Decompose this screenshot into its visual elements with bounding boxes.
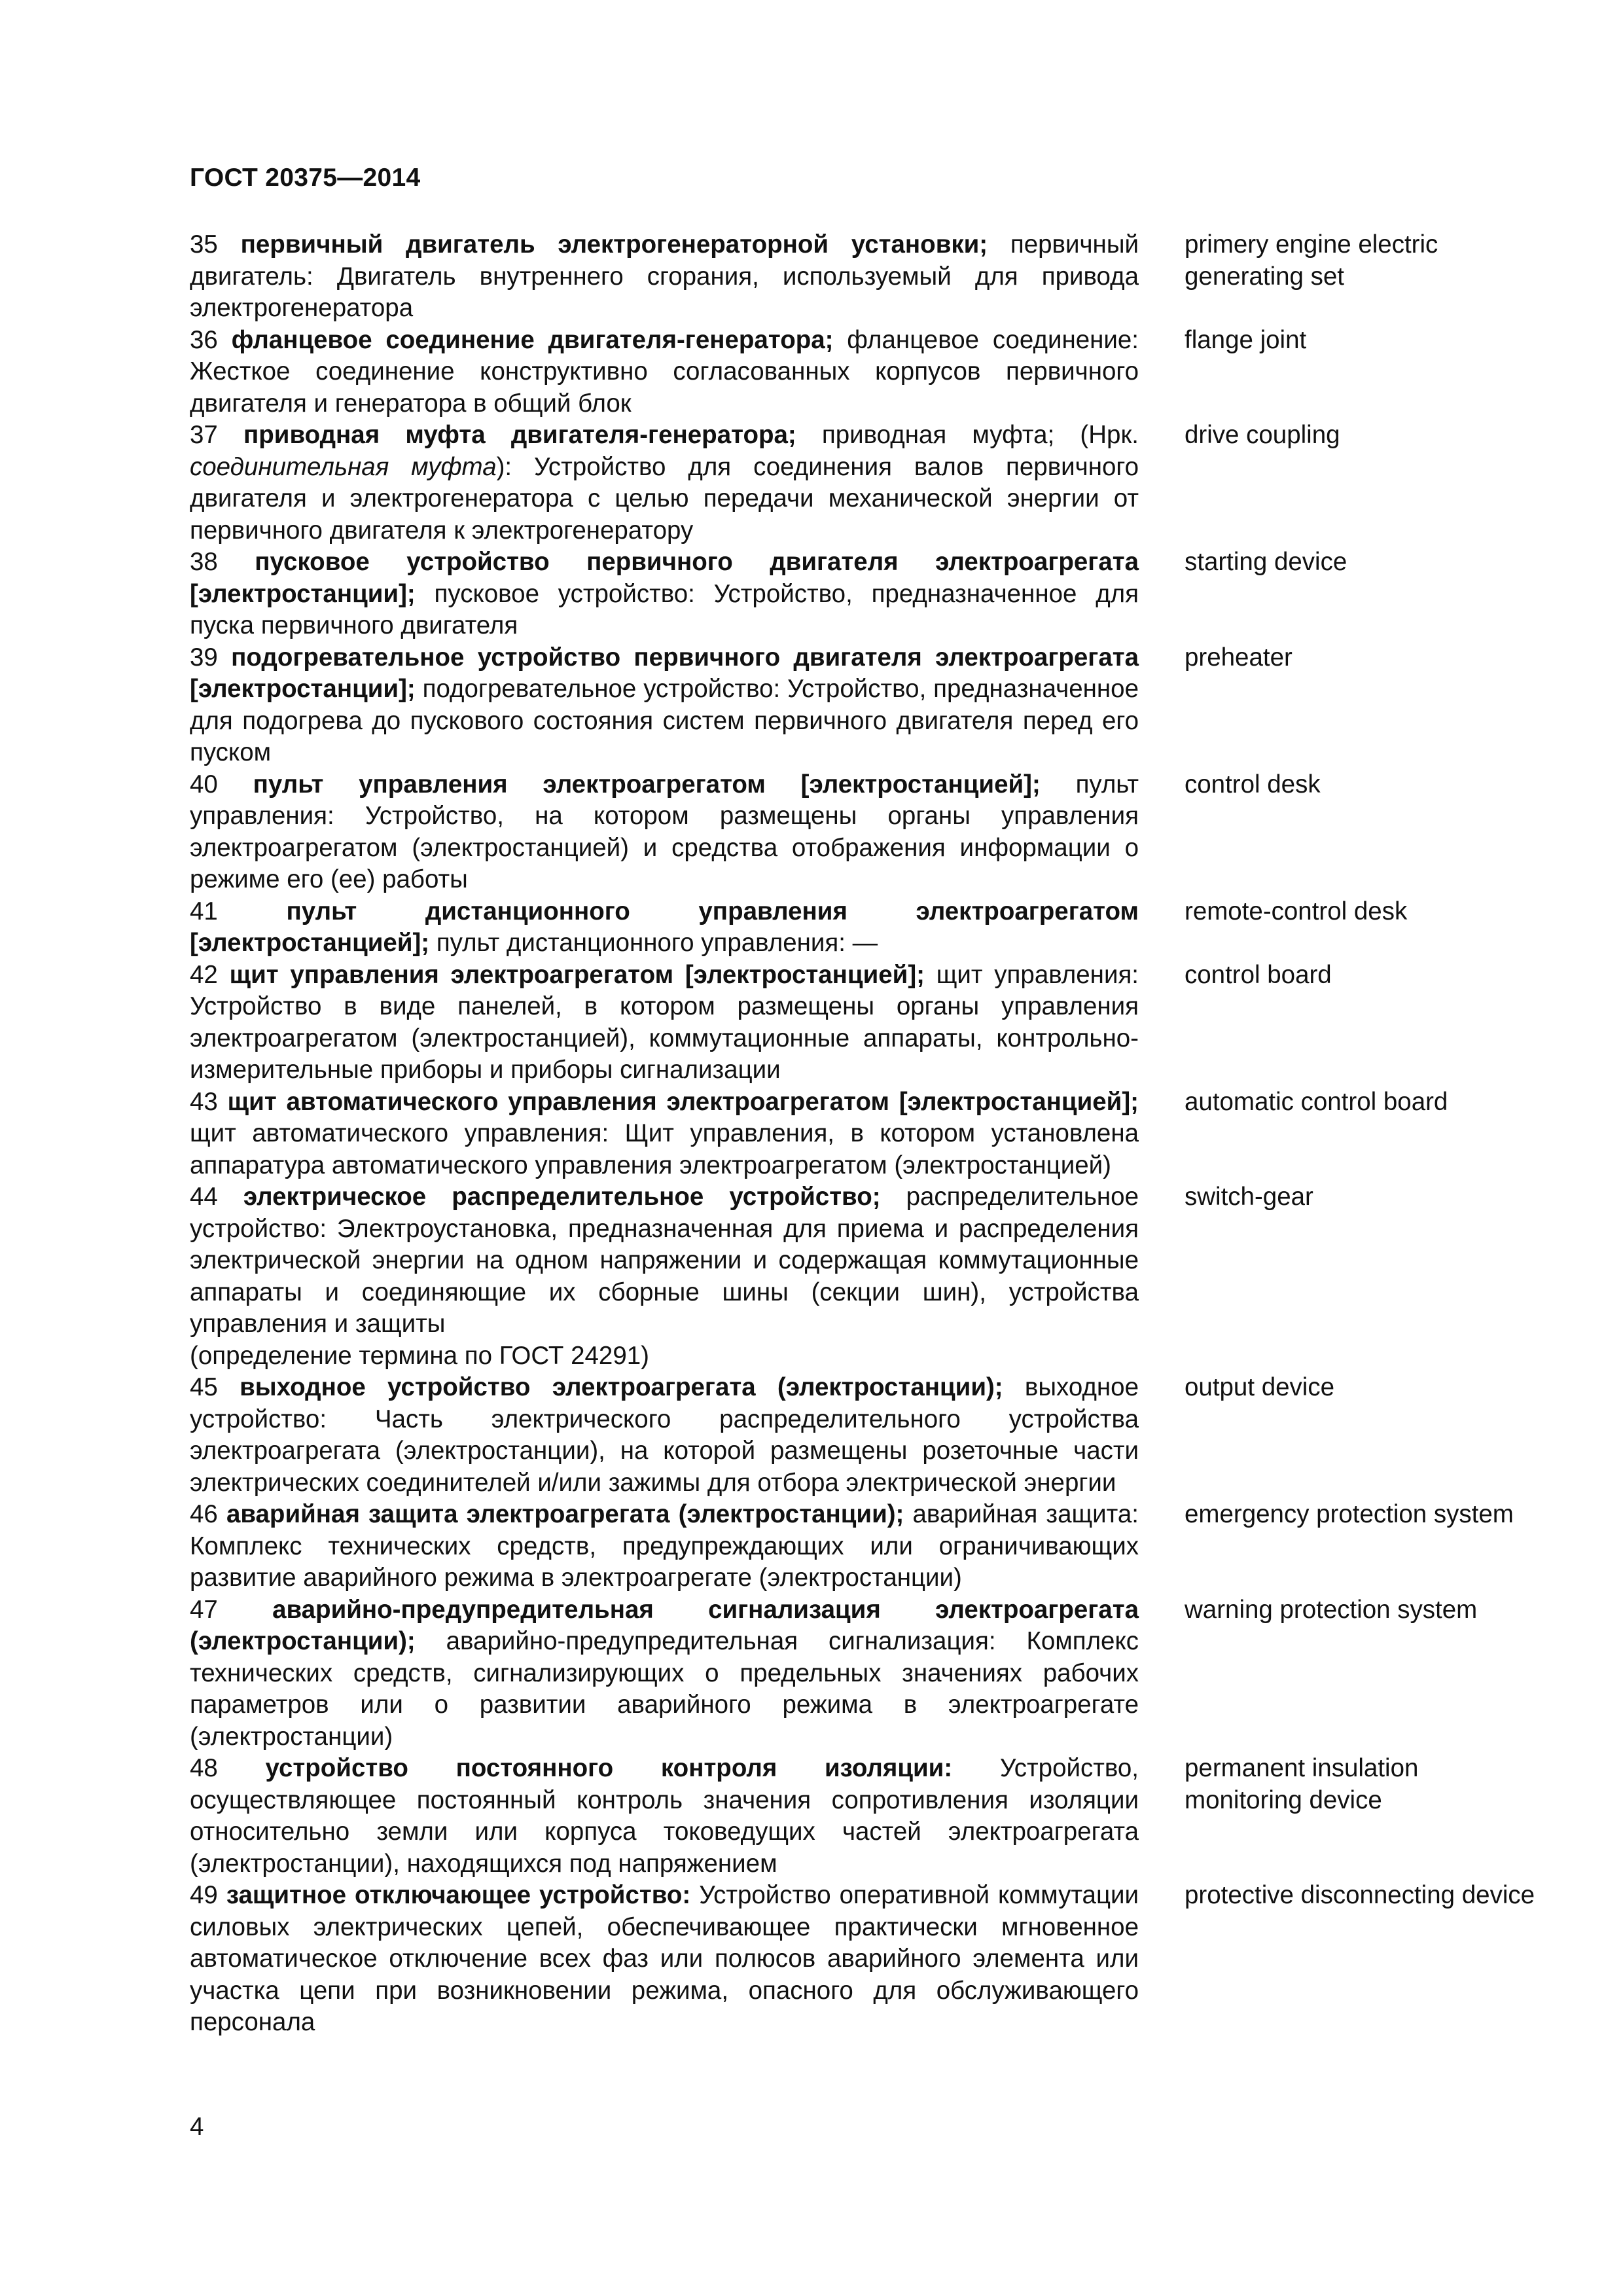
- terms-list: [190, 229, 1538, 2039]
- term-english-equivalent: protective disconnecting device: [1185, 1881, 1535, 1909]
- term-entry: [190, 325, 1538, 420]
- term-definition: [190, 547, 1139, 642]
- term-name: пульт дистанционного управления электроагрегатом [электростанцией];: [190, 897, 1139, 957]
- term-english-equivalent: switch-gear: [1185, 1183, 1313, 1211]
- term-text-part: приводная муфта; (Нрк.: [796, 421, 1139, 449]
- term-definition: [190, 229, 1139, 325]
- term-definition: [190, 896, 1139, 960]
- term-number: 43: [190, 1087, 218, 1116]
- term-entry: [190, 896, 1538, 960]
- term-text-part: Устройство оперативной коммутации силовых электрических цепей, обеспечивающее практически мгновенное автоматическое отключение всех фаз или полюсов аварийного элемента или участка цепи при возникновении режима, опасного для обслуживающего персонала: [190, 1881, 1139, 2036]
- term-entry: [190, 1181, 1538, 1372]
- term-definition: [190, 1181, 1139, 1372]
- term-definition: [190, 960, 1139, 1086]
- term-text-part: подогревательное устройство: Устройство, предназначенное для подогрева до пускового состояния систем первичного двигателя перед его пуском: [190, 675, 1139, 766]
- term-number: 45: [190, 1373, 218, 1401]
- term-text-part: пульт дистанционного управления: —: [429, 929, 878, 957]
- term-english-equivalent: preheater: [1185, 643, 1293, 672]
- term-english-equivalent: automatic control board: [1185, 1087, 1448, 1116]
- term-definition: [190, 1372, 1139, 1499]
- term-text-part: фланцевое соединение: Жесткое соединение конструктивно согласованных корпусов первичного двигателя и генератора в общий блок: [190, 325, 1139, 418]
- term-english-equivalent: remote-control desk: [1185, 897, 1408, 925]
- term-english-equivalent: emergency protection system: [1185, 1500, 1514, 1528]
- term-entry: [190, 229, 1538, 325]
- term-english-equivalent: permanent insulation monitoring device: [1185, 1754, 1419, 1814]
- term-definition: [190, 642, 1139, 769]
- term-entry: [190, 960, 1538, 1086]
- term-name: фланцевое соединение двигателя-генератора;: [231, 325, 834, 354]
- term-definition: [190, 769, 1139, 896]
- term-definition: [190, 1594, 1139, 1753]
- term-entry: [190, 420, 1538, 547]
- term-english-equivalent: warning protection system: [1185, 1595, 1478, 1624]
- term-number: 36: [190, 325, 218, 354]
- term-text-part: щит управления: Устройство в виде панелей, в котором размещены органы управления электроагрегатом (электростанцией), коммутационные аппараты, контрольно-измерительные приборы и приборы сигнализации: [190, 960, 1139, 1084]
- term-number: 49: [190, 1881, 218, 1909]
- term-number: 37: [190, 421, 218, 449]
- term-definition: [190, 1753, 1139, 1880]
- term-name: защитное отключающее устройство:: [226, 1881, 691, 1909]
- term-text-part: ): Устройство для соединения валов первичного двигателя и электрогенератора с целью передачи механической энергии от первичного двигателя к электрогенератору: [190, 452, 1139, 545]
- page-number: 4: [190, 2113, 204, 2141]
- term-text-part: аварийно-предупредительная сигнализация: Комплекс технических средств, сигнализирующих о предельных значениях рабочих параметров или о развитии аварийного режима в электроагрегате (электростанции): [190, 1627, 1139, 1751]
- term-english-equivalent: output device: [1185, 1373, 1335, 1401]
- term-english-equivalent: drive coupling: [1185, 421, 1340, 449]
- term-number: 35: [190, 230, 218, 259]
- term-english-equivalent: control board: [1185, 960, 1332, 989]
- term-entry: [190, 1499, 1538, 1594]
- term-name: аварийная защита электроагрегата (электростанции);: [226, 1500, 904, 1528]
- term-text-part: распределительное устройство: Электроустановка, предназначенная для приема и распределения электрической энергии на одном напряжении и содержащая коммутационные аппараты и соединяющие их сборные шины (секции шин), устройства управления и защиты: [190, 1183, 1139, 1338]
- term-number: 44: [190, 1183, 218, 1211]
- term-entry: [190, 1086, 1538, 1182]
- term-number: 42: [190, 960, 218, 989]
- term-text-part: пусковое устройство: Устройство, предназначенное для пуска первичного двигателя: [190, 579, 1139, 639]
- term-text-part: щит автоматического управления: Щит управления, в котором установлена аппаратура автоматического управления электроагрегатом (электростанцией): [190, 1119, 1139, 1179]
- term-text-part: аварийная защита: Комплекс технических средств, предупреждающих или ограничивающих развитие аварийного режима в электроагрегате (электростанции): [190, 1500, 1139, 1592]
- term-text-part: выходное устройство: Часть электрического распределительного устройства электроагрегата (электростанции), на которой размещены розеточные части электрических соединителей и/или зажимы для отбора электрической энергии: [190, 1373, 1139, 1497]
- term-number: 40: [190, 770, 218, 798]
- term-name: пусковое устройство первичного двигателя электроагрегата [электростанции];: [190, 548, 1139, 608]
- term-text-part: пульт управления: Устройство, на котором размещены органы управления электроагрегатом (электростанцией) и средства отображения информации о режиме его (ее) работы: [190, 770, 1139, 893]
- term-definition: [190, 1086, 1139, 1182]
- standard-header: ГОСТ 20375—2014: [190, 164, 421, 192]
- term-name: подогревательное устройство первичного двигателя электроагрегата [электростанции];: [190, 643, 1139, 703]
- term-entry: [190, 1594, 1538, 1753]
- term-number: 47: [190, 1595, 218, 1624]
- term-name: пульт управления электроагрегатом [электростанцией];: [253, 770, 1041, 798]
- term-name: щит управления электроагрегатом [электростанцией];: [229, 960, 925, 989]
- term-number: 38: [190, 548, 218, 576]
- term-name: устройство постоянного контроля изоляции:: [265, 1754, 953, 1782]
- term-name: первичный двигатель электрогенераторной установки;: [240, 230, 988, 259]
- term-name: приводная муфта двигателя-генератора;: [243, 421, 796, 449]
- term-number: 41: [190, 897, 218, 925]
- term-english-equivalent: flange joint: [1185, 325, 1307, 354]
- term-name: выходное устройство электроагрегата (электростанции);: [240, 1373, 1003, 1401]
- term-number: 46: [190, 1500, 218, 1528]
- term-text-part: первичный двигатель: Двигатель внутреннего сгорания, используемый для привода электрогенератора: [190, 230, 1139, 322]
- term-deprecated: соединительная муфта: [190, 452, 497, 481]
- term-entry: [190, 1372, 1538, 1499]
- term-definition: [190, 1880, 1139, 2039]
- term-entry: [190, 769, 1538, 896]
- term-entry: [190, 642, 1538, 769]
- term-note: (определение термина по ГОСТ 24291): [190, 1341, 649, 1370]
- term-entry: [190, 547, 1538, 642]
- term-name: электрическое распределительное устройство;: [243, 1183, 881, 1211]
- term-definition: [190, 420, 1139, 547]
- term-definition: [190, 325, 1139, 420]
- term-definition: [190, 1499, 1139, 1594]
- term-entry: [190, 1880, 1538, 2039]
- term-english-equivalent: starting device: [1185, 548, 1347, 576]
- term-english-equivalent: primery engine electric generating set: [1185, 230, 1438, 291]
- term-english-equivalent: control desk: [1185, 770, 1321, 798]
- term-number: 48: [190, 1754, 218, 1782]
- term-name: щит автоматического управления электроагрегатом [электростанцией];: [227, 1087, 1139, 1116]
- term-name: аварийно-предупредительная сигнализация электроагрегата (электростанции);: [190, 1595, 1139, 1655]
- term-entry: [190, 1753, 1538, 1880]
- term-text-part: Устройство, осуществляющее постоянный контроль значения сопротивления изоляции относительно земли или корпуса токоведущих частей электроагрегата (электростанции), находящихся под напряжением: [190, 1754, 1139, 1878]
- term-number: 39: [190, 643, 218, 672]
